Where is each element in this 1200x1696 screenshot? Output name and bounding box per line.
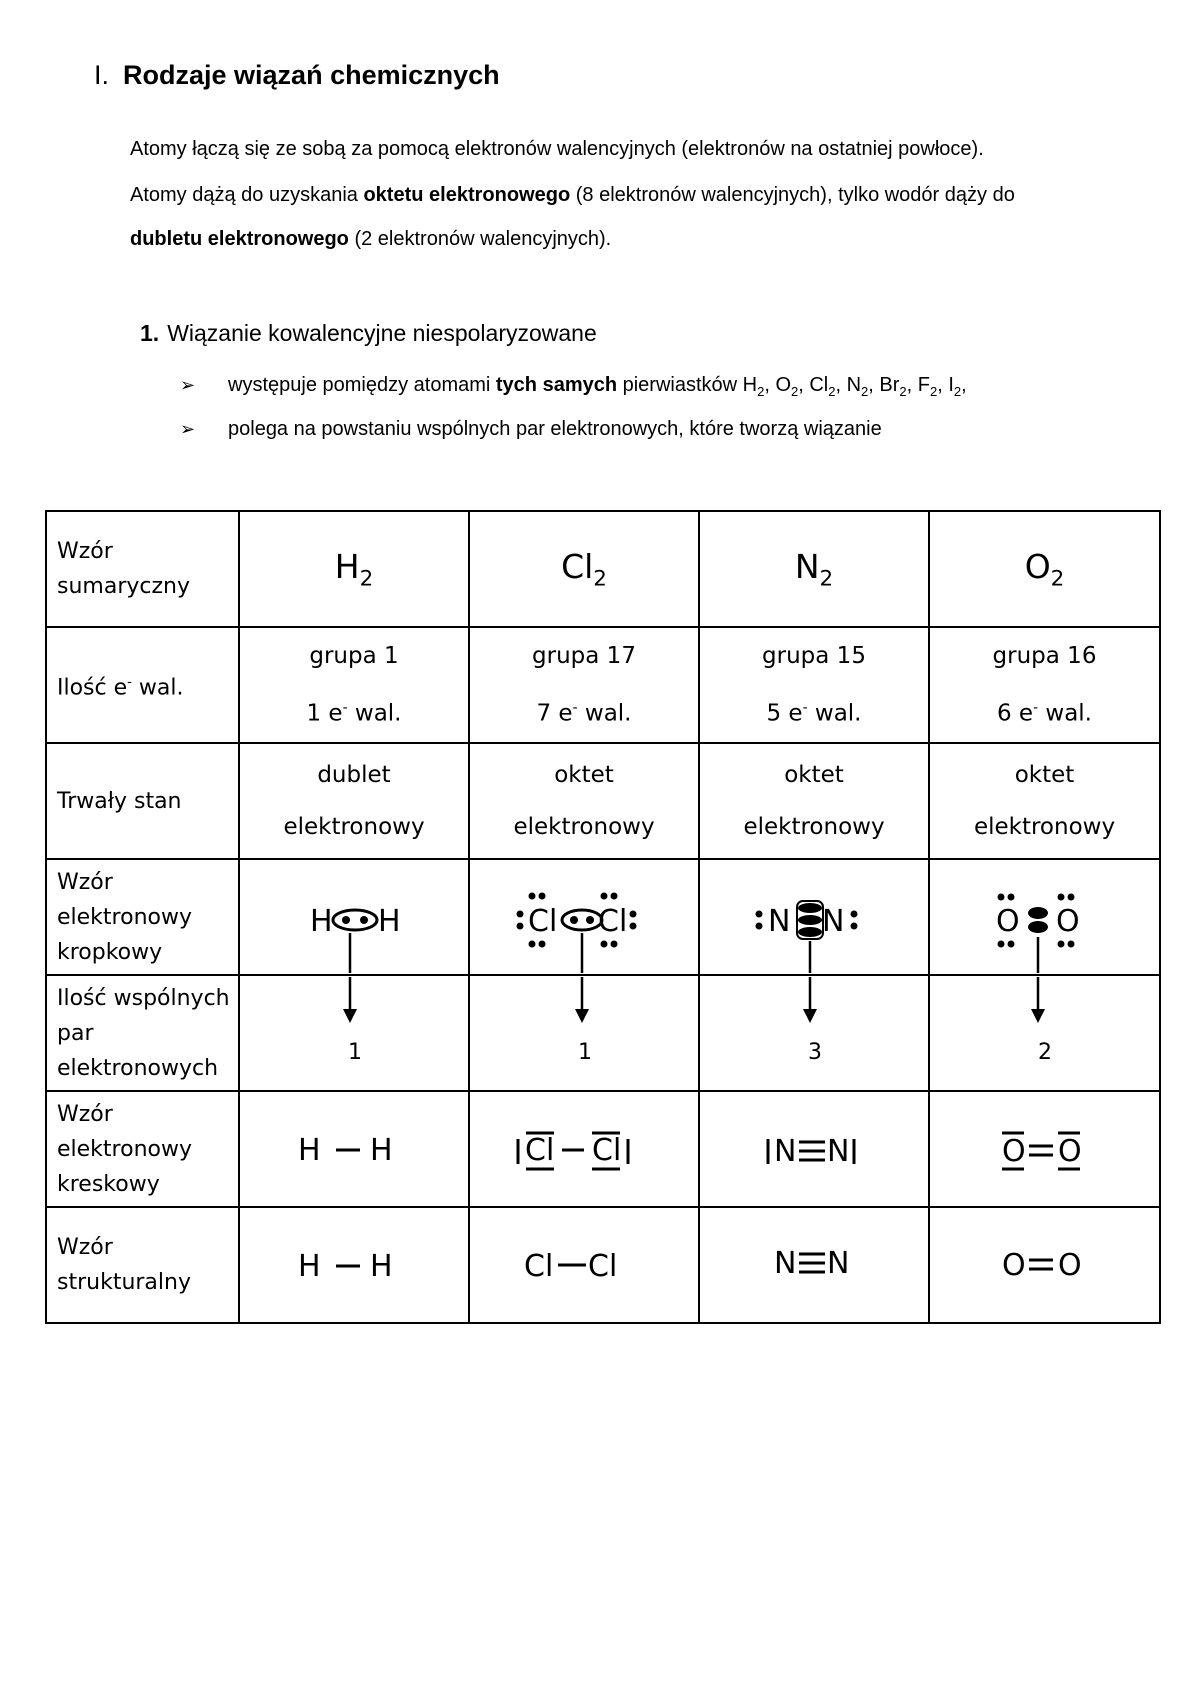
svg-text:Cl: Cl [592,1133,622,1168]
structural-formula-cell [929,1207,1160,1323]
svg-text:Cl: Cl [525,1133,555,1168]
stable-state: elektronowy [283,814,425,840]
bullet-text: pierwiastków H [617,374,758,396]
element-symbol: H [334,546,360,586]
formula-cell [929,511,1160,627]
valence-count: 5 e [766,700,803,727]
superscript: - [802,700,808,717]
intro-line-3 [130,228,611,251]
bullet-text: występuje pomiędzy atomami [228,374,496,396]
arrow-bullet-icon: ➢ [180,419,196,439]
table-row [46,975,1160,1091]
shared-pairs-count: 1 [348,1040,362,1065]
row-label-ilosc [46,627,239,743]
structural-formula-n2 [700,1225,930,1305]
stable-state: elektronowy [973,814,1116,840]
lewis-dot-cell [699,859,929,975]
superscript: - [127,674,132,690]
svg-text:O: O [1058,1248,1082,1283]
label-text: wal. [131,675,184,701]
subscript: 2 [899,384,907,399]
valence-count: 6 e [996,700,1034,727]
pairs-cell [469,975,699,1091]
valence-cell [239,627,469,743]
dash-formula-o2 [930,1109,1160,1189]
lewis-dot-cell [239,859,469,975]
table-row [46,627,1160,743]
structural-formula-cell [699,1207,929,1323]
atom-label: O [1056,904,1080,939]
lewis-cl2-diagram [470,861,700,973]
valence-suffix: wal. [577,700,632,727]
element-symbol: N [794,546,820,586]
intro-line-2 [130,184,1015,207]
svg-text:H: H [370,1249,393,1284]
pairs-arrow [930,977,1160,1089]
lewis-n2-diagram [700,861,930,973]
group-label: grupa 1 [309,643,399,670]
bullet-bold: tych samych [495,374,618,396]
shared-triple-pair [798,903,822,937]
row-label-sumaryczny: Wzór sumaryczny [46,511,239,627]
stable-state: oktet [784,762,844,788]
section-number: I. [94,60,110,90]
subscript: 2 [828,384,836,399]
electron-dot [342,916,350,924]
svg-text:Cl: Cl [524,1249,554,1284]
subscript: 2 [791,384,799,399]
group-label: grupa 15 [762,643,866,670]
lewis-o2-diagram [930,861,1160,973]
intro-line-1: Atomy łączą się ze sobą za pomocą elektronów walencyjnych (elektronów na ostatniej powłoce). [130,138,984,160]
table-row [46,859,1160,975]
shared-pairs-count: 3 [808,1040,822,1065]
bullet-text: , F [906,374,930,396]
bullet-text: , Br [868,374,900,396]
dash-formula-cl2 [470,1109,700,1189]
element-symbol: Cl [561,546,594,586]
table-row [46,511,1160,627]
element-symbol: O [1024,546,1051,586]
intro-bold-dublet: dubletu elektronowego [130,228,349,250]
stable-state-cell [239,743,469,859]
atom-label: Cl [528,904,558,939]
subsection-heading [140,320,597,347]
superscript: - [572,700,578,717]
bullet-text: , O [764,374,792,396]
svg-text:H: H [370,1133,393,1168]
formula-cell [469,511,699,627]
atom-label: O [996,904,1020,939]
svg-text:H: H [298,1249,321,1284]
arrow-down-icon [1031,1009,1045,1023]
shared-pairs-count: 1 [578,1040,592,1065]
section-heading [94,60,500,91]
table-row [46,743,1160,859]
dash-formula-h2 [240,1109,470,1189]
subscript: 2 [953,384,962,399]
bullet-text: , I [937,374,954,396]
bullet-item [180,418,882,441]
valence-suffix: wal. [1038,700,1092,727]
atom-label: N [768,904,791,939]
svg-text:O: O [1058,1134,1082,1169]
valence-suffix: wal. [347,700,402,727]
bullet-item [180,374,967,399]
atom-label: H [310,904,333,939]
subscript: 2 [929,384,938,399]
svg-text:N: N [827,1134,850,1169]
dash-formula-n2 [700,1109,930,1189]
pairs-arrow [470,977,700,1089]
lewis-h2-diagram [240,861,470,973]
formula-cell [239,511,469,627]
structural-formula-cell [239,1207,469,1323]
stable-state: elektronowy [513,814,655,840]
structural-formula-cell [469,1207,699,1323]
stable-state-cell [929,743,1160,859]
bullet-text: polega na powstaniu wspólnych par elektronowych, które tworzą wiązanie [228,418,882,440]
electron-dot [360,916,368,924]
stable-state: oktet [1014,762,1075,788]
bullet-text: , [961,374,967,396]
pairs-cell [929,975,1160,1091]
stable-state-cell [699,743,929,859]
dash-formula-cell [699,1091,929,1207]
svg-text:O: O [1002,1248,1026,1283]
superscript: - [342,700,348,717]
row-label-kreskowy: Wzór elektronowy kreskowy [46,1091,239,1207]
subscript: 2 [757,384,765,399]
bullet-text: , Cl [798,374,829,396]
arrow-down-icon [575,1009,589,1023]
subscript: 2 [819,566,834,592]
arrow-bullet-icon: ➢ [180,375,196,395]
row-label-wspolnych: Ilość wspólnych par elektronowych [46,975,239,1091]
superscript: - [1033,700,1039,717]
stable-state: dublet [317,762,391,788]
intro-bold-oktet: oktetu elektronowego [363,184,571,206]
subscript: 2 [359,566,374,592]
arrow-down-icon [343,1009,357,1023]
subscript: 2 [593,566,607,592]
svg-text:Cl: Cl [588,1249,618,1284]
svg-text:H: H [298,1133,321,1168]
dash-formula-cell [239,1091,469,1207]
valence-cell [469,627,699,743]
structural-formula-cl2 [470,1225,700,1305]
lewis-dot-cell [469,859,699,975]
structural-formula-h2 [240,1225,470,1305]
atom-label: H [378,904,401,939]
dash-formula-cell [929,1091,1160,1207]
shared-pair-ellipse [333,910,377,930]
shared-pair-ellipse [562,910,602,930]
svg-text:O: O [1002,1134,1026,1169]
electron-dot [586,916,594,924]
row-label-trwaly: Trwały stan [46,743,239,859]
shared-double-pair [1028,907,1048,933]
subsection-title: Wiązanie kowalencyjne niespolaryzowane [167,320,597,346]
shared-pairs-count: 2 [1038,1040,1052,1065]
section-title: Rodzaje wiązań chemicznych [123,60,500,90]
atom-label: Cl [598,904,628,939]
intro-text: Atomy dążą do uzyskania [130,184,364,206]
lewis-dot-cell [929,859,1160,975]
pairs-cell [239,975,469,1091]
subsection-number: 1. [140,320,160,346]
atom-label: N [822,904,845,939]
svg-text:N: N [774,1246,797,1281]
subscript: 2 [861,384,869,399]
valence-count: 7 e [536,700,573,727]
electron-dot [570,916,578,924]
valence-cell [929,627,1160,743]
valence-count: 1 e [306,700,343,727]
svg-text:N: N [774,1134,797,1169]
row-label-kropkowy: Wzór elektronowy kropkowy [46,859,239,975]
pairs-cell [699,975,929,1091]
valence-suffix: wal. [807,700,862,727]
group-label: grupa 17 [532,643,636,670]
pairs-arrow [700,977,930,1089]
label-text: Ilość e [57,675,128,701]
svg-text:N: N [827,1246,850,1281]
table-row [46,1091,1160,1207]
formula-cell [699,511,929,627]
pairs-arrow [240,977,470,1089]
covalent-bond-table [45,510,1161,1324]
stable-state: elektronowy [743,814,885,840]
intro-text: (2 elektronów walencyjnych). [348,228,612,250]
row-label-strukturalny: Wzór strukturalny [46,1207,239,1323]
group-label: grupa 16 [992,643,1097,670]
intro-text: (8 elektronów walencyjnych), tylko wodór dąży do [570,184,1015,206]
structural-formula-o2 [930,1225,1160,1305]
bullet-text: , N [835,374,862,396]
stable-state: oktet [554,762,614,788]
subscript: 2 [1050,566,1065,592]
dash-formula-cell [469,1091,699,1207]
table-row [46,1207,1160,1323]
stable-state-cell [469,743,699,859]
valence-cell [699,627,929,743]
arrow-down-icon [803,1009,817,1023]
